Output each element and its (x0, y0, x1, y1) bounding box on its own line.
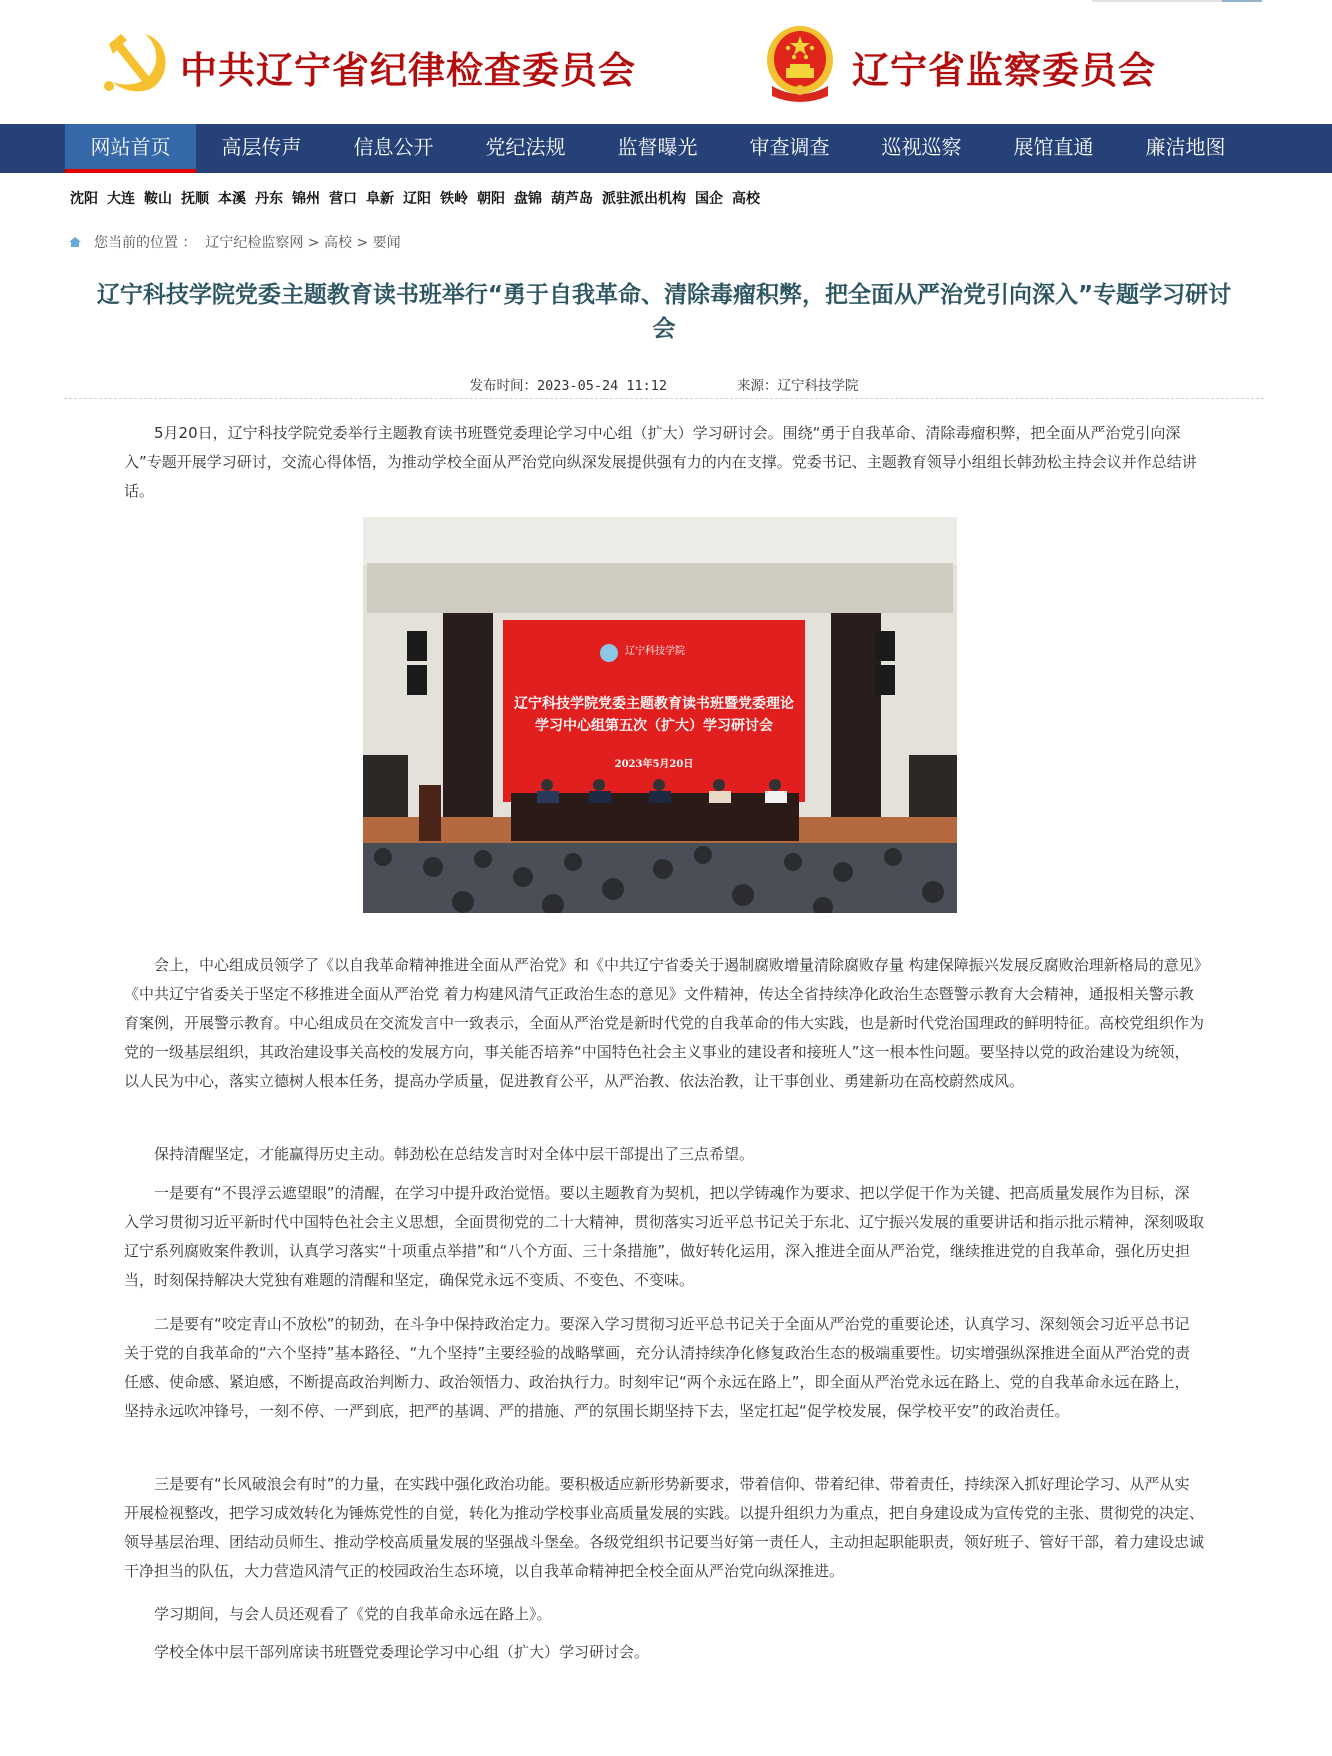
article-paragraph: 二是要有“咬定青山不放松”的韧劲，在斗争中保持政治定力。要深入学习贯彻习近平总书记关于全面从严治党的重要论述，认真学习、深刻领会习近平总书记关于党的自我革命的“六个坚持”基本路径、“九个坚持”主要经验的战略擘画，充分认清持续净化修复政治生态的极端重要性。切实增强纵深推进全面从严治党的责任感、使命感、紧迫感，不断提高政治判断力、政治领悟力、政治执行力。时刻牢记“两个永远在路上”，即全面从严治党永远在路上、党的自我革命永远在路上，坚持永远吹冲锋号，一刻不停、一严到底，把严的基调、严的措施、严的氛围长期坚持下去，坚定扛起“促学校发展，保学校平安”的政治责任。 (124, 1315, 1191, 1420)
city-link[interactable]: 高校 (732, 191, 760, 207)
breadcrumb (68, 232, 401, 252)
city-link[interactable]: 铁岭 (440, 191, 468, 207)
city-link[interactable]: 辽阳 (403, 191, 431, 207)
national-emblem-icon (764, 24, 836, 104)
article-paragraph: 学校全体中层干部列席读书班暨党委理论学习中心组（扩大）学习研讨会。 (154, 1643, 650, 1661)
breadcrumb-separator: > (307, 235, 320, 251)
home-icon (68, 236, 82, 248)
city-link[interactable]: 朝阳 (477, 191, 505, 207)
article-paragraph: 5月20日，辽宁科技学院党委举行主题教育读书班暨党委理论学习中心组（扩大）学习研讨会。围绕“勇于自我革命、清除毒瘤积弊，把全面从严治党引向深入”专题开展学习研讨，交流心得体悟，为推动学校全面从严治党向纵深发展提供强有力的内在支撑。党委书记、主题教育领导小组组长韩劲松主持会议并作总结讲话。 (124, 424, 1197, 500)
party-emblem-icon (95, 30, 175, 95)
logo-right-text: 辽宁省监察委员会 (852, 49, 1156, 92)
breadcrumb-link-home[interactable]: 辽宁纪检监察网 (205, 235, 304, 251)
article-title-line: 辽宁科技学院党委主题教育读书班举行“勇于自我革命、清除毒瘤积弊，把全面从严治党引向深入”专题学习研讨 (96, 282, 1232, 308)
article-source: 来源：辽宁科技学院 (737, 378, 859, 394)
article-photo (363, 517, 957, 913)
screen-line-2: 学习中心组第五次（扩大）学习研讨会 (535, 718, 773, 734)
article-paragraph: 会上，中心组成员领学了《以自我革命精神推进全面从严治党》和《中共辽宁省委关于遏制腐败增量清除腐败存量 构建保障振兴发展反腐败治理新格局的意见》《中共辽宁省委关于坚定不移推进全面从严治党 着力构建风清气正政治生态的意见》文件精神，传达全省持续净化政治生态暨警示教育大会精神，通报相关警示教育案例，开展警示教育。中心组成员在交流发言中一致表示，全面从严治党是新时代党的自我革命的伟大实践，也是新时代党治国理政的鲜明特征。高校党组织作为党的一级基层组织，其政治建设事关高校的发展方向，事关能否培养“中国特色社会主义事业的建设者和接班人”这一根本性问题。要坚持以党的政治建设为统领，以人民为中心，落实立德树人根本任务，提高办学质量，促进教育公平，从严治教、依法治教，让干事创业、勇建新功在高校蔚然成风。 (124, 956, 1205, 1090)
breadcrumb-prefix: 您当前的位置 ： (94, 235, 197, 251)
screen-line-1: 辽宁科技学院党委主题教育读书班暨党委理论 (514, 696, 794, 712)
nav-item-leadership-voice[interactable]: 高层传声 (221, 135, 302, 159)
nav-item-inspection-tour[interactable]: 巡视巡察 (881, 135, 962, 159)
city-link[interactable]: 大连 (107, 191, 135, 207)
publish-time: 发布时间：2023-05-24 11:12 (469, 378, 668, 394)
logo-left-text: 中共辽宁省纪律检查委员会 (180, 49, 636, 92)
breadcrumb-link-colleges[interactable]: 高校 (324, 235, 352, 251)
city-link[interactable]: 盘锦 (514, 191, 542, 207)
nav-item-party-regulations[interactable]: 党纪法规 (485, 135, 566, 159)
screen-logo-text: 辽宁科技学院 (625, 646, 685, 657)
city-links (70, 188, 769, 210)
article-paragraph: 一是要有“不畏浮云遮望眼”的清醒，在学习中提升政治觉悟。要以主题教育为契机，把以学铸魂作为要求、把以学促干作为关键、把高质量发展作为目标，深入学习贯彻习近平新时代中国特色社会主义思想，全面贯彻党的二十大精神，贯彻落实习近平总书记关于东北、辽宁振兴发展的重要讲话和指示批示精神，深刻吸取辽宁系列腐败案件教训，认真学习落实“十项重点举措”和“八个方面、三十条措施”，做好转化运用，深入推进全面从严治党，继续推进党的自我革命，强化历史担当，时刻保持解决大党独有难题的清醒和坚定，确保党永远不变质、不变色、不变味。 (124, 1184, 1205, 1289)
city-link[interactable]: 国企 (695, 191, 723, 207)
city-link[interactable]: 鞍山 (144, 191, 172, 207)
meeting-photo-illustration (363, 517, 957, 913)
nav-item-info-disclosure[interactable]: 信息公开 (353, 135, 434, 159)
nav-item-supervision-exposure[interactable]: 监督曝光 (617, 135, 698, 159)
breadcrumb-link-news[interactable]: 要闻 (372, 235, 401, 251)
city-link[interactable]: 阜新 (366, 191, 394, 207)
nav-item-investigation[interactable]: 审查调查 (749, 135, 830, 159)
divider (64, 398, 1264, 399)
city-link[interactable]: 派驻派出机构 (602, 191, 686, 207)
city-link[interactable]: 锦州 (292, 191, 320, 207)
screen-date: 2023年5月20日 (614, 759, 694, 770)
breadcrumb-separator: > (356, 235, 369, 251)
article-paragraph: 保持清醒坚定，才能赢得历史主动。韩劲松在总结发言时对全体中层干部提出了三点希望。 (154, 1145, 755, 1163)
city-link[interactable]: 沈阳 (70, 191, 98, 207)
main-nav (0, 124, 1332, 173)
city-link[interactable]: 葫芦岛 (551, 191, 593, 207)
article-paragraph: 三是要有“长风破浪会有时”的力量，在实践中强化政治功能。要积极适应新形势新要求，带着信仰、带着纪律、带着责任，持续深入抓好理论学习、从严从实开展检视整改，把学习成效转化为锤炼党性的自觉，转化为推动学校事业高质量发展的实践。以提升组织力为重点，把自身建设成为宣传党的主张、贯彻党的决定、领导基层治理、团结动员师生、推动学校高质量发展的坚强战斗堡垒。各级党组织书记要当好第一责任人，主动担起职能职责，领好班子、管好干部，着力建设忠诚干净担当的队伍，大力营造风清气正的校园政治生态环境，以自我革命精神把全校全面从严治党向纵深推进。 (124, 1475, 1205, 1580)
city-link[interactable]: 丹东 (255, 191, 283, 207)
city-link[interactable]: 营口 (329, 191, 357, 207)
city-link[interactable]: 抚顺 (181, 191, 209, 207)
article-title (64, 278, 1264, 346)
city-link[interactable]: 本溪 (218, 191, 246, 207)
nav-item-integrity-map[interactable]: 廉洁地图 (1145, 135, 1226, 159)
nav-item-exhibition-hall[interactable]: 展馆直通 (1013, 135, 1094, 159)
nav-item-home[interactable]: 网站首页 (65, 124, 196, 173)
site-header (0, 0, 1332, 124)
article-paragraph: 学习期间，与会人员还观看了《党的自我革命永远在路上》。 (154, 1605, 552, 1623)
article-meta (64, 374, 1264, 394)
article-title-line: 会 (652, 316, 676, 342)
